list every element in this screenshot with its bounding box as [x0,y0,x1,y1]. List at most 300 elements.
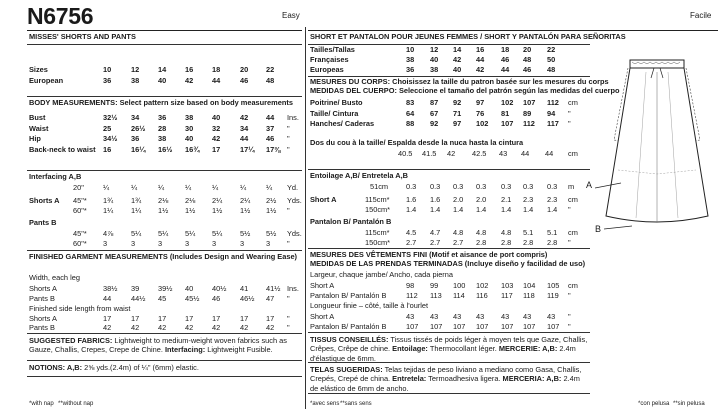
cell-value: 107 [501,322,514,331]
footnote-without-nap: **without nap [58,401,94,407]
cell-value: 43 [523,312,532,321]
cell-value: 3 [158,239,163,248]
cell-value: 117 [501,291,513,300]
row-label: Finished side length from waist [29,304,131,313]
cell-value: 34½ [103,134,118,143]
cell-value: 112 [523,119,535,128]
cell-value: 40½ [212,284,227,293]
cell-value: ¼ [103,183,110,192]
cell-value: 2.8 [476,238,487,247]
cell-value: 0.3 [453,182,464,191]
difficulty-label: Easy [282,11,300,20]
notions: NOTIONS: A,B: 2⅝ yds.(2.4m) of ¼" (6mm) elastic. [29,363,199,372]
row-label: Waist [29,123,49,133]
cell-value: 2¼ [240,196,251,205]
row-label: European [29,76,64,85]
row-label: Shorts A [29,284,57,293]
cell-value: 37 [266,123,275,133]
cell-value: 1.6 [406,195,417,204]
row-label: Hanches/ Caderas [310,119,375,128]
cell-value: 42 [240,113,249,122]
cell-value: 42 [453,55,462,64]
cell-value: 107 [453,322,466,331]
row-label: Back-neck to waist [29,144,96,154]
cell-value: 67 [430,108,439,118]
cell-value: 20 [523,45,532,54]
cell-value: 22 [266,65,275,74]
cell-value: 1.4 [547,205,558,214]
cell-value: 41 [240,284,249,293]
cell-value: 4.8 [501,228,512,237]
cell-value: 40 [158,76,167,85]
cell-value: 43 [430,312,439,321]
cell-value: 44 [212,76,221,85]
cell-value: ¼ [212,183,219,192]
cell-value: 17⅜ [266,144,281,154]
cell-value: 46½ [240,294,255,303]
cell-value: 42 [447,149,456,158]
cell-value: 104 [523,281,536,290]
cell-value: 42.5 [472,149,487,158]
cell-value: 1¼ [103,206,114,215]
cell-value: 42 [212,134,221,143]
cell-value: 17 [103,314,112,323]
cell-value: 5¼ [158,229,169,238]
cell-value: 116 [476,291,488,300]
cell-value: 5½ [240,229,251,238]
cell-value: 14 [453,45,462,54]
cell-value: 36 [158,113,167,122]
footnote-sans-sens: **sans sens [340,401,372,407]
footnote-avec-sens: *avec sens [310,401,340,407]
cell-value: 44 [476,55,485,64]
cell-value: 3 [185,239,190,248]
cell-value: 0.3 [547,182,558,191]
mesures-title: MESURES DU CORPS: Choisissez la taille du patron basée sur les mesures du corps [310,77,609,86]
cell-value: 83 [406,98,415,107]
cell-value: 5¼ [212,229,223,238]
suggested-fabrics: SUGGESTED FABRICS: Lightweight to medium-weight woven fabrics such as Gauze, Challis, Crepes, Crepe de Chine. Interfacing: Lightweight Fusible. [29,336,287,355]
cell-value: 2.8 [501,238,512,247]
cell-value: 107 [406,322,419,331]
unit-label: " [287,239,290,248]
cell-value: 107 [523,98,536,107]
cell-value: 38½ [103,284,118,293]
cell-value: 12 [430,45,439,54]
row-label: Taille/ Cintura [310,108,359,118]
cell-value: 25 [103,123,112,133]
cell-value: 45½ [185,294,200,303]
unit-label: " [287,323,290,332]
fabric-width: 60"* [73,206,87,215]
cell-value: 112 [547,98,559,107]
cell-value: 4.8 [453,228,464,237]
cell-value: 42 [158,323,167,332]
cell-value: ¼ [131,183,138,192]
cell-value: 16 [476,45,485,54]
cell-value: 3 [103,239,108,248]
cell-value: 44 [266,113,275,122]
cell-value: 36 [406,65,415,74]
row-label: Françaises [310,55,349,64]
cell-value: 10 [406,45,415,54]
unit-label: Yd. [287,183,299,192]
cell-value: ¼ [240,183,247,192]
cell-value: 40 [453,65,462,74]
cell-value: 1½ [158,206,169,215]
cell-value: 17 [131,314,140,323]
cell-value: 17 [158,314,167,323]
cell-value: 22 [547,45,556,54]
row-label: Short A [310,195,337,204]
cell-value: 88 [406,119,415,128]
cell-value: 112 [406,291,418,300]
cell-value: 48 [523,55,532,64]
cell-value: 87 [430,98,439,107]
cell-value: 38 [430,65,439,74]
cell-value: 10 [103,65,112,74]
cell-value: 44 [521,149,530,158]
row-label: Pantalon B/ Pantalón B [310,291,387,300]
row-label: Short A [310,312,335,321]
row-label: Shorts A [29,314,57,323]
cell-value: 102 [501,98,514,107]
cell-value: 98 [406,281,415,290]
row-label: Shorts A [29,196,60,205]
cell-value: 2.1 [501,195,512,204]
cell-value: 2.7 [453,238,464,247]
cell-value: 39½ [158,284,173,293]
cell-value: 0.3 [430,182,441,191]
cell-value: 1.6 [430,195,441,204]
cell-value: 42 [185,76,194,85]
cell-value: 42 [212,323,221,332]
cell-value: 97 [476,98,485,107]
cell-value: 3 [212,239,217,248]
cell-value: 46 [523,65,532,74]
cell-value: 4.8 [476,228,487,237]
cell-value: 40 [185,134,194,143]
finished-measurements-title: FINISHED GARMENT MEASUREMENTS (Includes Design and Wearing Ease) [29,252,298,261]
row-label: Pants B [29,218,57,227]
cell-value: 1.4 [476,205,487,214]
cell-value: ¼ [158,183,165,192]
view-label-b: B [595,224,602,234]
unit-label: " [568,119,571,128]
cell-value: 0.3 [406,182,417,191]
cell-value: 5¼ [131,229,142,238]
cell-value: 2.3 [523,195,534,204]
cell-value: 38 [158,134,167,143]
cell-value: 107 [501,119,514,128]
cell-value: 1.4 [430,205,441,214]
cell-value: 41½ [266,284,281,293]
cell-value: 16¾ [185,144,200,154]
cell-value: 36 [131,134,140,143]
cell-value: 12 [131,65,140,74]
cell-value: 18 [212,65,221,74]
row-label: Width, each leg [29,273,80,282]
cell-value: 107 [547,322,560,331]
cell-value: 48 [547,65,556,74]
cell-value: 38 [185,113,194,122]
section-title-fr: SHORT ET PANTALON POUR JEUNES FEMMES / SHORT Y PANTALÓN PARA SEÑORITAS [310,32,626,41]
interfacing-title: Interfacing A,B [29,172,82,181]
cell-value: 5½ [266,229,277,238]
cell-value: 1¾ [131,196,142,205]
cell-value: 3 [131,239,136,248]
cell-value: 17¼ [240,144,255,154]
cell-value: 44 [545,149,554,158]
cell-value: 43 [476,312,485,321]
fabric-width: 45"* [73,196,87,205]
cell-value: 99 [430,281,439,290]
cell-value: 4.5 [406,228,417,237]
cell-value: 1¼ [131,206,142,215]
cell-value: 17 [266,314,275,323]
cell-value: ¼ [266,183,273,192]
cell-value: 1.4 [501,205,512,214]
cell-value: 105 [547,281,560,290]
fabric-width: 51cm [370,182,389,191]
cell-value: 2.0 [453,195,464,204]
cell-value: 92 [453,98,462,107]
cell-value: 119 [547,291,559,300]
cell-value: 2.3 [547,195,558,204]
cell-value: 42 [103,323,112,332]
cell-value: 71 [453,108,462,118]
cell-value: 43 [453,312,462,321]
cell-value: 0.3 [476,182,487,191]
unit-label: Yds. [287,196,302,205]
cell-value: 1½ [185,206,196,215]
cell-value: 50 [547,55,556,64]
footnote-con-pelusa: *con pelusa [638,401,670,407]
unit-label: Ins. [287,113,299,122]
cell-value: 100 [453,281,466,290]
cell-value: 5¼ [185,229,196,238]
cell-value: 36 [103,76,112,85]
cell-value: 0.3 [501,182,512,191]
cell-value: 40 [430,55,439,64]
cell-value: 46 [501,55,510,64]
cell-value: 2⅛ [158,196,169,205]
row-label: Poitrine/ Busto [310,98,363,107]
cell-value: 94 [547,108,556,118]
cell-value: 16 [185,65,194,74]
cell-value: 42 [240,323,249,332]
cell-value: 17 [240,314,249,323]
medidas-title: MEDIDAS DEL CUERPO: Seleccione el tamaño del patrón según las medidas del cuerpo [310,86,620,95]
unit-label: " [287,123,290,133]
fabric-width: 115cm* [365,195,390,204]
cell-value: 43 [499,149,508,158]
cell-value: 18 [501,45,510,54]
cell-value: 42 [266,323,275,332]
body-measurements-title: BODY MEASUREMENTS: Select pattern size based on body measurements [29,98,293,107]
row-label: Pantalon B/ Pantalón B [310,217,392,226]
cell-value: 76 [476,108,485,118]
cell-value: 41.5 [422,149,437,158]
fabric-width: 45"* [73,229,87,238]
cell-value: 16¼ [131,144,146,154]
cell-value: 5.1 [523,228,534,237]
unit-label: cm [568,98,578,107]
cell-value: 1.4 [523,205,534,214]
cell-value: 1.4 [453,205,464,214]
pants-drawing [598,50,718,250]
unit-label: cm [568,281,578,290]
cell-value: 92 [430,119,439,128]
row-label: Longueur finie – côté, taille à l'ourlet [310,301,429,310]
row-label: Tailles/Tallas [310,45,355,54]
cell-value: 47 [266,294,275,303]
unit-label: m [568,182,575,191]
cell-value: 46 [266,134,275,143]
cell-value: 64 [406,108,415,118]
difficulty-label-fr: Facile [690,11,712,20]
row-label: Largeur, chaque jambe/ Ancho, cada pierna [310,270,453,279]
fabric-width: 115cm* [365,228,390,237]
cell-value: 26½ [131,123,146,133]
cell-value: 2.0 [476,195,487,204]
cell-value: 2.8 [547,238,558,247]
cell-value: 43 [406,312,415,321]
cell-value: 42 [131,323,140,332]
cell-value: 1.4 [406,205,417,214]
cell-value: 16 [103,144,112,154]
row-label: Europeas [310,65,344,74]
cell-value: 102 [476,281,489,290]
cell-value: 2.7 [430,238,441,247]
cell-value: 3 [266,239,271,248]
cell-value: 117 [547,119,559,128]
row-label: Bust [29,113,46,122]
tissus-conseilles: TISSUS CONSEILLÉS: Tissus tissés de poids léger à moyen tels que Gaze, Challis, Crêpes, Crêpe de chine. Entoilage: Thermocollant léger. MERCERIE: A,B: 2.4m d'élastique de 6mm. [310,335,588,363]
cell-value: 34 [240,123,249,133]
cell-value: 118 [523,291,535,300]
cell-value: 28 [158,123,167,133]
cell-value: 42 [476,65,485,74]
cell-value: 43 [547,312,556,321]
cell-value: 32½ [103,113,118,122]
fabric-width: 20" [73,183,84,192]
cell-value: 5.1 [547,228,558,237]
cell-value: 42 [185,323,194,332]
cell-value: 40 [185,284,194,293]
cell-value: 38 [406,55,415,64]
cell-value: ¼ [185,183,192,192]
unit-label: " [568,108,571,118]
footnote-with-nap: *with nap [29,401,54,407]
unit-label: " [568,291,571,300]
cell-value: 30 [185,123,194,133]
unit-label: " [568,205,571,214]
fini-title: MESURES DES VÊTEMENTS FINI (Motif et aisance de port compris) [310,250,548,259]
unit-label: " [287,144,290,154]
cell-value: 48 [266,76,275,85]
cell-value: 16½ [158,144,173,154]
telas-sugeridas: TELAS SUGERIDAS: Telas tejidas de peso liviano a mediano como Gasa, Challis, Crepés, Crepé de china. Entretela: Termoadhesiva ligera. MERCERIA: A,B: 2.4m de elástico de 6mm de ancho. [310,365,582,393]
cell-value: 2¼ [212,196,223,205]
pattern-number: N6756 [27,3,94,29]
cell-value: 1¾ [103,196,114,205]
cell-value: 102 [476,119,489,128]
fabric-width: 150cm* [365,205,391,214]
cell-value: 14 [158,65,167,74]
row-label: Hip [29,134,41,143]
unit-label: " [568,322,571,331]
cell-value: 20 [240,65,249,74]
cell-value: 39 [131,284,140,293]
cell-value: 89 [523,108,532,118]
cell-value: 2⅛ [185,196,196,205]
cell-value: 45 [158,294,167,303]
cell-value: 17 [212,314,221,323]
unit-label: " [287,206,290,215]
row-label: Dos du cou à la taille/ Espalda desde la nuca hasta la cintura [310,138,524,147]
cell-value: 44 [103,294,112,303]
cell-value: 107 [523,322,536,331]
fabric-width: 60"* [73,239,87,248]
cell-value: 40 [212,113,221,122]
cell-value: 107 [430,322,443,331]
cell-value: 2½ [266,196,277,205]
cell-value: 1½ [240,206,251,215]
cell-value: 40.5 [398,149,413,158]
cell-value: 34 [131,113,140,122]
view-label-a: A [586,180,593,190]
cell-value: 2.7 [406,238,417,247]
unit-label: " [287,314,290,323]
cell-value: 46 [212,294,221,303]
cell-value: 17 [185,314,194,323]
row-label: Short A [310,281,335,290]
row-label: Pants B [29,294,55,303]
unit-label: cm [568,228,578,237]
cell-value: 2.8 [523,238,534,247]
cell-value: 114 [453,291,465,300]
cell-value: 113 [430,291,442,300]
unit-label: cm [568,149,578,158]
entoilage-title: Entoilage A,B/ Entretela A,B [310,171,409,180]
fabric-width: 150cm* [365,238,391,247]
cell-value: 4.7 [430,228,441,237]
cell-value: 103 [501,281,514,290]
cell-value: 44 [501,65,510,74]
cell-value: 46 [240,76,249,85]
cell-value: 32 [212,123,221,133]
row-label: Sizes [29,65,48,74]
cell-value: 107 [476,322,489,331]
cell-value: 0.3 [523,182,534,191]
cell-value: 38 [131,76,140,85]
cell-value: 81 [501,108,510,118]
cell-value: 17 [212,144,221,154]
row-label: Pantalon B/ Pantalón B [310,322,387,331]
section-title: MISSES' SHORTS AND PANTS [29,32,136,41]
footnote-sin-pelusa: **sin pelusa [673,401,705,407]
unit-label: " [287,294,290,303]
unit-label: " [568,312,571,321]
cell-value: 3 [240,239,245,248]
pointer-line-b [604,224,634,234]
unit-label: " [287,134,290,143]
cell-value: 43 [501,312,510,321]
row-label: Pants B [29,323,55,332]
terminadas-title: MEDIDAS DE LAS PRENDAS TERMINADAS (Incluye diseño y facilidad de uso) [310,259,586,268]
unit-label: cm [568,195,578,204]
